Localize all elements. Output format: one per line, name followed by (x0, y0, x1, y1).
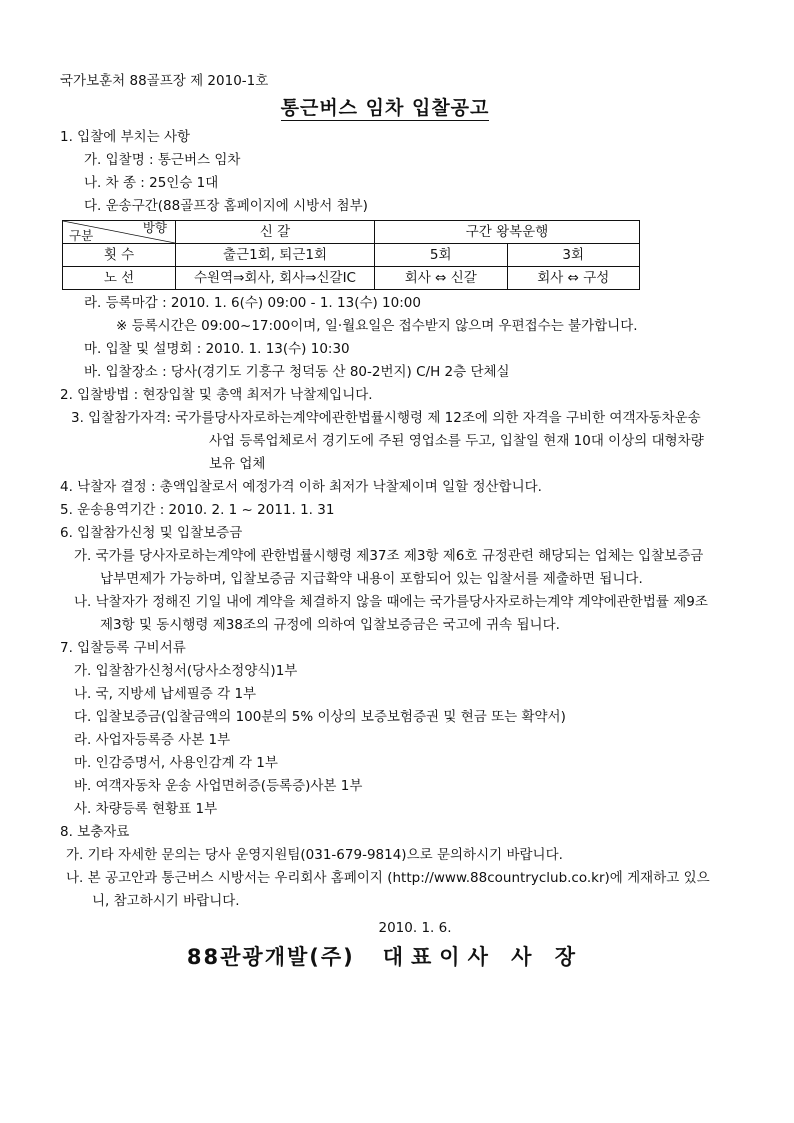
section-8-na: 나. 본 공고안과 통근버스 시방서는 우리회사 홈페이지 (http://www.88countryclub.co.kr)에 게재하고 있으니, 참고하시기 바랍니다. (66, 870, 710, 909)
signatory-title: 대표이사 사 장 (382, 945, 584, 969)
corner-category-label: 구분 (69, 228, 94, 243)
registration-note: ※ 등록시간은 09:00~17:00이며, 일·월요일은 접수받지 않으며 우편접수는 불가합니다. (116, 318, 638, 334)
table-corner-cell (63, 221, 176, 244)
route-table (62, 220, 640, 290)
document-title-text: 통근버스 임차 입찰공고 (280, 97, 490, 119)
section-2: 2. 입찰방법 : 현장입찰 및 총액 최저가 낙찰제입니다. (60, 387, 373, 403)
section-1-ra: 라. 등록마감 : 2010. 1. 6(수) 09:00 - 1. 13(수) 10:00 (84, 295, 421, 311)
table-cell: 회사 ⇔ 구성 (507, 267, 640, 290)
table-header-singal: 신 갈 (176, 221, 375, 244)
section-4: 4. 낙찰자 결정 : 총액입찰로서 예정가격 이하 최저가 낙찰제이며 일할 정산합니다. (60, 479, 542, 495)
section-8-heading: 8. 보충자료 (60, 824, 130, 840)
document-title (60, 97, 710, 120)
signature-line (60, 946, 710, 969)
table-header-roundtrip: 구간 왕복운행 (375, 221, 640, 244)
table-cell: 회사 ⇔ 신갈 (375, 267, 508, 290)
section-1-da: 다. 운송구간(88골프장 홈페이지에 시방서 첨부) (84, 198, 368, 214)
table-cell: 출근1회, 퇴근1회 (176, 244, 375, 267)
section-7-heading: 7. 입찰등록 구비서류 (60, 640, 186, 656)
section-5: 5. 운송용역기간 : 2010. 2. 1 ~ 2011. 1. 31 (60, 502, 335, 518)
section-6-na: 나. 낙찰자가 정해진 기일 내에 계약을 체결하지 않을 때에는 국가를당사자로하는계약 계약에관한법률 제9조 제3항 및 동시행령 제38조의 규정에 의하여 입찰보증금은 국고에 귀속 됩니다. (74, 594, 708, 633)
document-number: 국가보훈처 88골프장 제 2010-1호 (60, 73, 269, 89)
list-item: 사. 차량등록 현황표 1부 (74, 801, 218, 817)
table-cell: 3회 (507, 244, 640, 267)
section-1-ma: 마. 입찰 및 설명회 : 2010. 1. 13(수) 10:30 (84, 341, 350, 357)
section-6-ga: 가. 국가를 당사자로하는계약에 관한법률시행령 제37조 제3항 제6호 규정관련 해당되는 업체는 입찰보증금 납부면제가 가능하며, 입찰보증금 지급확약 내용이 포함되어 있는 입찰서를 제출하면 됩니다. (74, 548, 704, 587)
table-row-label-route: 노 선 (63, 267, 176, 290)
table-cell: 5회 (375, 244, 508, 267)
table-cell: 수원역⇒회사, 회사⇒신갈IC (176, 267, 375, 290)
list-item: 나. 국, 지방세 납세필증 각 1부 (74, 686, 257, 702)
section-3: 3. 입찰참가자격: 국가를당사자로하는계약에관한법률시행령 제 12조에 의한 자격을 구비한 여객자동차운송사업 등록업체로서 경기도에 주된 영업소를 두고, 입찰일 현재 10대 이상의 대형차량보유 업체 (71, 410, 704, 472)
section-1-ga: 가. 입찰명 : 통근버스 임차 (84, 152, 241, 168)
list-item: 가. 입찰참가신청서(당사소정양식)1부 (74, 663, 298, 679)
notice-document (60, 70, 710, 969)
table-row-label-count: 횟 수 (63, 244, 176, 267)
section-1-na: 나. 차 종 : 25인승 1대 (84, 175, 219, 191)
corner-direction-label: 방향 (142, 220, 167, 235)
company-name: 88관광개발(주) (186, 945, 355, 969)
section-6-heading: 6. 입찰참가신청 및 입찰보증금 (60, 525, 243, 541)
list-item: 바. 여객자동차 운송 사업면허증(등록증)사본 1부 (74, 778, 363, 794)
list-item: 라. 사업자등록증 사본 1부 (74, 732, 231, 748)
notice-date: 2010. 1. 6. (378, 920, 452, 936)
section-1-heading: 1. 입찰에 부치는 사항 (60, 129, 191, 145)
section-8-ga: 가. 기타 자세한 문의는 당사 운영지원팀(031-679-9814)으로 문의하시기 바랍니다. (66, 847, 563, 863)
list-item: 마. 인감증명서, 사용인감계 각 1부 (74, 755, 278, 771)
section-1-ba: 바. 입찰장소 : 당사(경기도 기흥구 청덕동 산 80-2번지) C/H 2층 단체실 (84, 364, 510, 380)
list-item: 다. 입찰보증금(입찰금액의 100분의 5% 이상의 보증보험증권 및 현금 또는 확약서) (74, 709, 566, 725)
